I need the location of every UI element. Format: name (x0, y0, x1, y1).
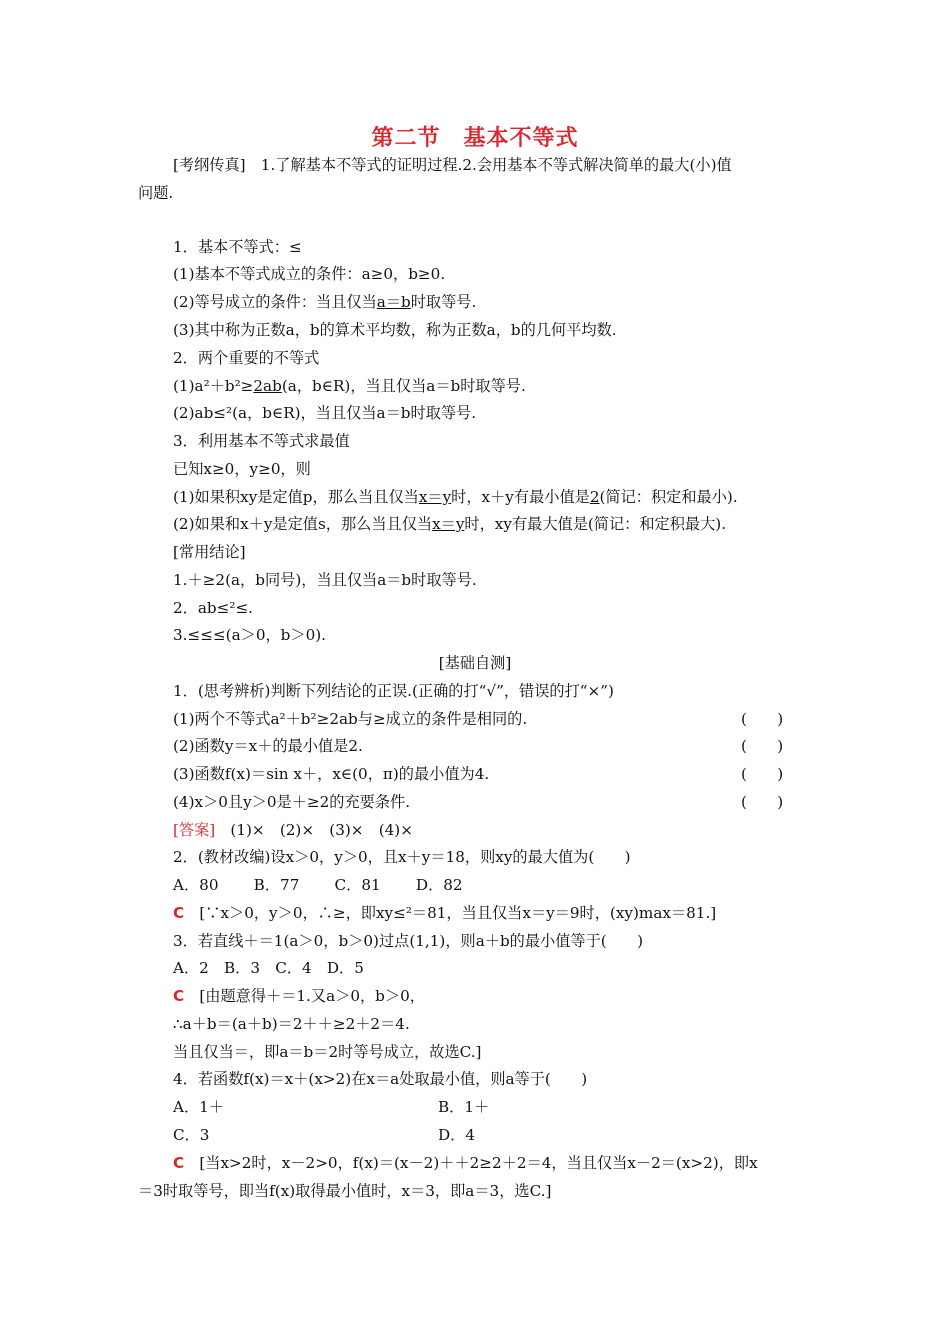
blank-answer: x＝y (418, 488, 452, 506)
answer-key: C (173, 904, 185, 922)
answer-bracket: ( ) (741, 765, 784, 783)
question-1-statement-2: (2)函数y＝x＋的最小值是2. (173, 737, 363, 755)
common-result-2: 2．ab≤²≤. (173, 599, 253, 617)
question-3: 3．若直线＋＝1(a＞0，b＞0)过点(1,1)，则a＋b的最小值等于( ) (173, 932, 644, 950)
outline-line-2: 问题. (138, 184, 174, 202)
section-3-given: 已知x≥0，y≥0，则 (173, 460, 311, 478)
question-3-solution-1: C [由题意得＋＝1.又a＞0，b＞0， (173, 987, 425, 1005)
question-1-answer: [答案] (1)× (2)× (3)× (4)× (173, 821, 413, 839)
section-1-heading: 1．基本不等式：≤ (173, 238, 302, 256)
common-result-1: 1.＋≥2(a，b同号)，当且仅当a＝b时取等号. (173, 571, 477, 589)
question-2-solution: C [∵x＞0，y＞0，∴≥，即xy≤²＝81，当且仅当x＝y＝9时，(xy)max＝81.] (173, 904, 717, 922)
common-result-3: 3.≤≤≤(a＞0，b＞0). (173, 626, 327, 644)
answer-key: C (173, 1154, 185, 1172)
question-4-option-b: B．1＋ (438, 1098, 490, 1116)
common-heading: [常用结论] (173, 543, 246, 561)
page-title: 第二节 基本不等式 (371, 126, 579, 151)
test-heading: [基础自测] (438, 654, 512, 672)
blank-answer: a＝b (376, 293, 411, 311)
answer-key: C (173, 987, 185, 1005)
answer-tag: [答案] (173, 821, 216, 839)
section-2-heading: 2．两个重要的不等式 (173, 349, 320, 367)
section-3-point-1: (1)如果积xy是定值p，那么当且仅当x＝y时，x＋y有最小值是2(简记：积定和最小). (173, 488, 738, 506)
question-1-statement-4: (4)x＞0且y＞0是＋≥2的充要条件. (173, 793, 411, 811)
blank-answer: x＝y (432, 515, 465, 533)
question-4-solution-2: ＝3时取等号，即当f(x)取得最小值时，x＝3，即a＝3，选C.] (138, 1182, 552, 1200)
question-1-statement-1: (1)两个不等式a²＋b²≥2ab与≥成立的条件是相同的. (173, 710, 528, 728)
section-1-condition-1: (1)基本不等式成立的条件：a≥0，b≥0. (173, 265, 446, 283)
outline-line-1: [考纲传真] 1.了解基本不等式的证明过程.2.会用基本不等式解决简单的最大(小)值 (173, 156, 732, 174)
question-2-options: A．80 B．77 C．81 D．82 (173, 876, 463, 894)
answer-bracket: ( ) (741, 737, 784, 755)
section-3-heading: 3．利用基本不等式求最值 (173, 432, 350, 450)
question-4-solution-1: C [当x>2时，x－2>0，f(x)＝(x－2)＋＋2≥2＋2＝4，当且仅当x－2＝(x>2)，即x (173, 1154, 758, 1172)
blank-answer: 2 (589, 488, 600, 506)
answer-bracket: ( ) (741, 710, 784, 728)
question-4-option-a: A．1＋ (173, 1098, 225, 1116)
answer-bracket: ( ) (741, 793, 784, 811)
section-1-condition-3: (3)其中称为正数a，b的算术平均数，称为正数a，b的几何平均数. (173, 321, 617, 339)
question-1-statement-3: (3)函数f(x)＝sin x＋，x∈(0，π)的最小值为4. (173, 765, 490, 783)
section-1-condition-2: (2)等号成立的条件：当且仅当a＝b时取等号. (173, 293, 477, 311)
section-2-item-2: (2)ab≤²(a，b∈R)，当且仅当a＝b时取等号. (173, 404, 477, 422)
question-4: 4．若函数f(x)＝x＋(x>2)在x＝a处取最小值，则a等于( ) (173, 1070, 588, 1088)
blank-answer: 2ab (253, 377, 282, 395)
question-1: 1．(思考辨析)判断下列结论的正误.(正确的打“√”，错误的打“×”) (173, 682, 614, 700)
question-2: 2．(教材改编)设x＞0，y＞0，且x＋y＝18，则xy的最大值为( ) (173, 848, 631, 866)
question-3-solution-2: ∴a＋b＝(a＋b)＝2＋＋≥2＋2＝4. (173, 1015, 410, 1033)
outline-tag: [考纲传真] (173, 156, 246, 174)
section-3-point-2: (2)如果和x＋y是定值s，那么当且仅当x＝y时，xy有最大值是(简记：和定积最大). (173, 515, 727, 533)
question-4-option-c: C．3 (173, 1126, 210, 1144)
question-3-solution-3: 当且仅当＝，即a＝b＝2时等号成立，故选C.] (173, 1043, 482, 1061)
question-4-option-d: D．4 (438, 1126, 476, 1144)
question-3-options: A．2 B．3 C．4 D．5 (173, 959, 364, 977)
section-2-item-1: (1)a²＋b²≥2ab(a，b∈R)，当且仅当a＝b时取等号. (173, 377, 526, 395)
